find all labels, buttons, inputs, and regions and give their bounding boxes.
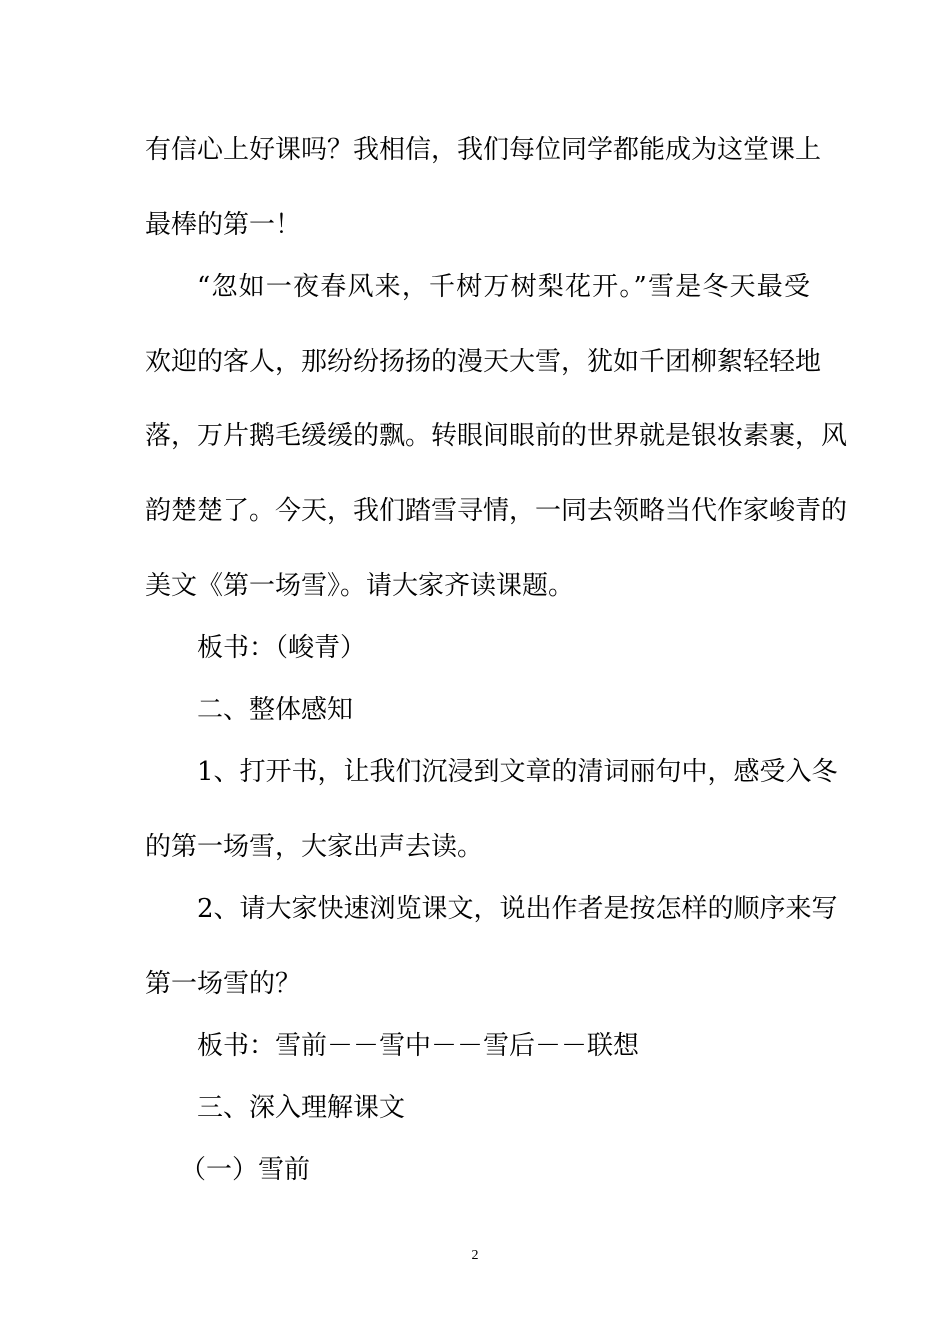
text-line-13: 第一场雪的？	[145, 969, 302, 999]
section-heading-2: 二、整体感知	[197, 695, 354, 725]
text-line-11: 的第一场雪，大家出声去读。	[145, 832, 484, 862]
text-line-1: 有信心上好课吗？我相信，我们每位同学都能成为这堂课上	[145, 135, 822, 165]
text-line-5: 落，万片鹅毛缓缓的飘。转眼间眼前的世界就是银妆素裹，风	[145, 421, 848, 451]
text-line-4: 欢迎的客人，那纷纷扬扬的漫天大雪，犹如千团柳絮轻轻地	[145, 347, 822, 377]
text-line-3: “忽如一夜春风来，千树万树梨花开。”雪是冬天最受	[197, 272, 810, 302]
text-line-6: 韵楚楚了。今天，我们踏雪寻情，一同去领略当代作家峻青的	[145, 496, 848, 526]
text-line-8: 板书：（峻青）	[197, 633, 367, 663]
text-line-14: 板书：雪前－－雪中－－雪后－－联想	[197, 1031, 640, 1061]
text-line-12: 2、请大家快速浏览课文，说出作者是按怎样的顺序来写	[197, 894, 838, 924]
subsection-heading-1: （一）雪前	[180, 1155, 311, 1185]
text-line-7: 美文《第一场雪》。请大家齐读课题。	[145, 571, 575, 601]
section-heading-3: 三、深入理解课文	[197, 1093, 406, 1123]
text-line-10: 1、打开书，让我们沉浸到文章的清词丽句中，感受入冬	[197, 757, 838, 787]
page-number: 2	[471, 1248, 479, 1263]
text-line-2: 最棒的第一！	[145, 210, 302, 240]
